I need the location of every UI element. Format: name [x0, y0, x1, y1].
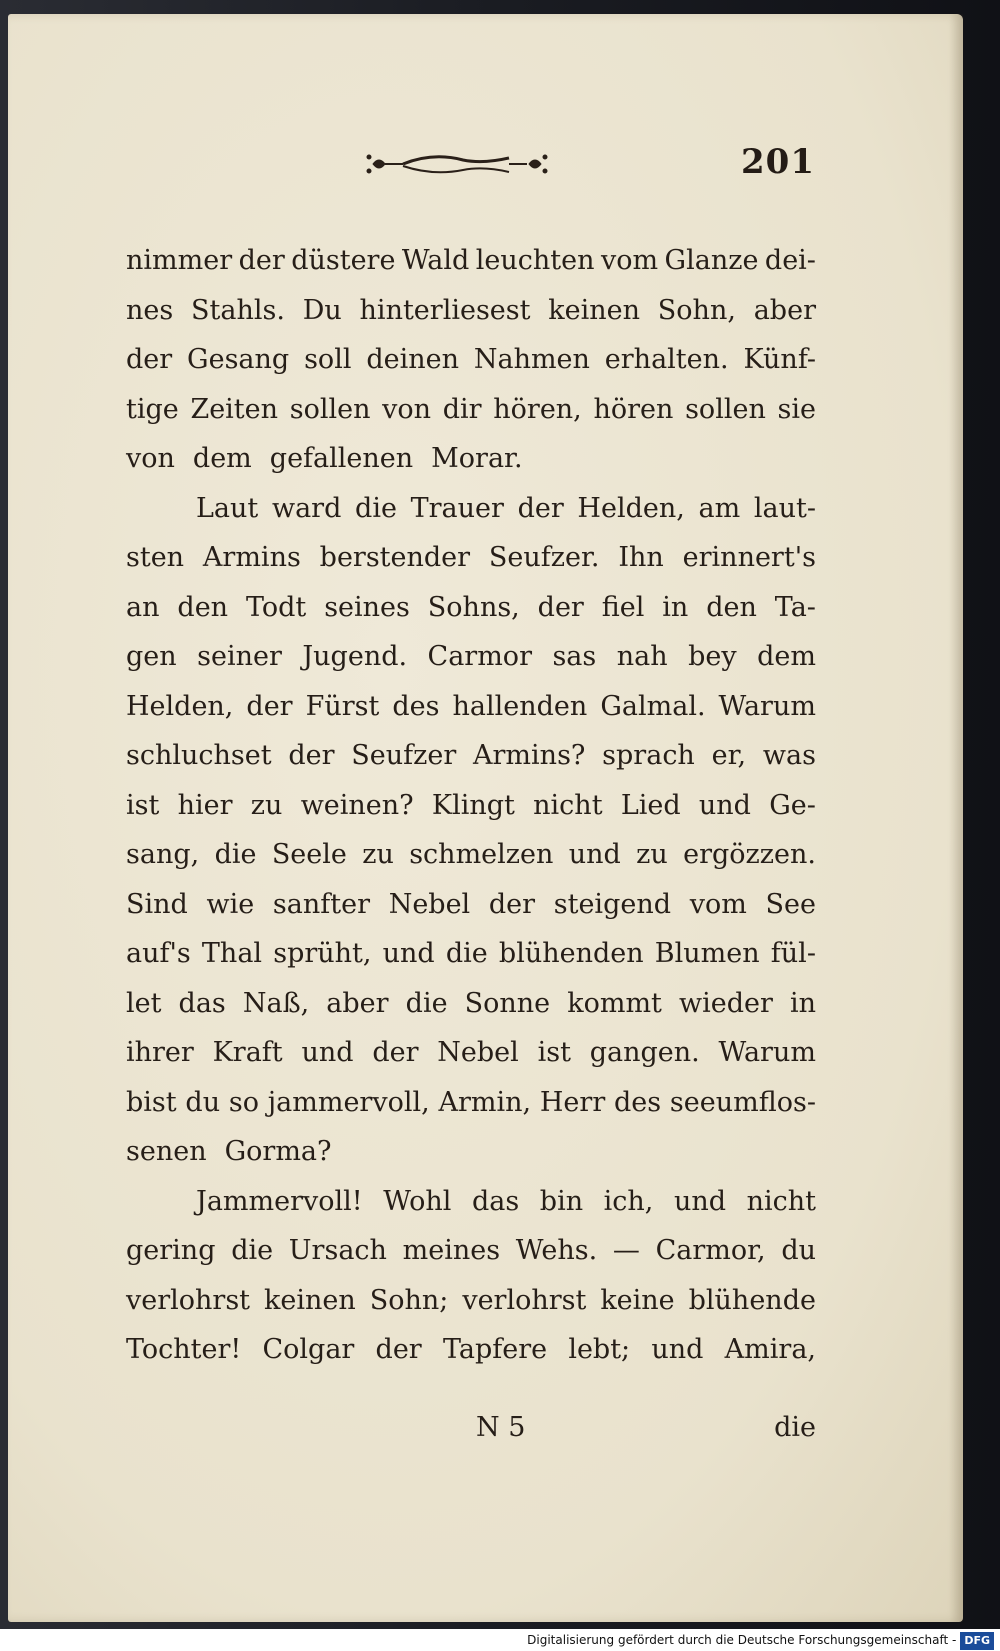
word: der	[488, 888, 536, 920]
word: Kraft	[212, 1037, 283, 1068]
word: Du	[302, 294, 342, 326]
word: und	[651, 1334, 704, 1365]
word: Seele	[271, 839, 347, 870]
body-text	[126, 236, 816, 1375]
catchword: die	[774, 1412, 816, 1443]
word: Helden,	[126, 690, 234, 722]
word: sollen	[685, 393, 766, 425]
word: Jammervoll!	[196, 1185, 363, 1217]
word: keine	[600, 1284, 675, 1316]
word: gefallenen	[269, 443, 414, 474]
word: bin	[539, 1185, 584, 1217]
word: fiel	[601, 591, 645, 623]
word: Colgar	[262, 1334, 355, 1365]
word: kommt	[567, 987, 662, 1019]
word: keinen	[264, 1284, 356, 1316]
word: Nahmen	[473, 344, 590, 375]
word: der	[126, 344, 173, 375]
word: leuchten	[475, 245, 595, 276]
word: Gesang	[187, 344, 290, 375]
word: blühenden	[498, 938, 644, 969]
word: vom	[689, 888, 747, 920]
word: tige	[126, 393, 179, 425]
credit-bar	[0, 1629, 1000, 1651]
word: Ursach	[288, 1235, 387, 1266]
word: ist	[537, 1037, 571, 1068]
text-line	[126, 929, 816, 979]
word: und	[382, 938, 435, 969]
word: Tochter!	[126, 1334, 242, 1365]
word: den	[177, 591, 229, 623]
text-line	[126, 731, 816, 781]
word: fül-	[770, 938, 816, 969]
text-line	[126, 880, 816, 930]
word: und	[673, 1185, 727, 1217]
word: keinen	[548, 294, 641, 326]
word: Sohn;	[369, 1284, 449, 1316]
text-line	[126, 1177, 816, 1227]
word: seiner	[197, 641, 282, 672]
word: vom	[600, 245, 659, 276]
text-line	[126, 335, 816, 385]
word: Wohl	[383, 1185, 452, 1217]
word: nimmer	[126, 245, 233, 276]
word: Carmor	[427, 641, 532, 672]
word: du	[781, 1235, 816, 1266]
page-edge-shadow	[949, 14, 963, 1622]
word: Blumen	[654, 938, 760, 969]
word: Ta-	[774, 591, 816, 623]
word: deinen	[366, 344, 459, 375]
dfg-logo: DFG	[960, 1632, 994, 1650]
word: sang,	[126, 839, 200, 870]
text-line	[126, 682, 816, 732]
word: hier	[177, 789, 233, 821]
word: ist	[126, 789, 160, 821]
book-page	[8, 14, 963, 1622]
word: Armins	[202, 542, 301, 573]
word: an	[126, 591, 160, 623]
word: Nebel	[388, 888, 471, 920]
word: gen	[126, 641, 177, 672]
word: Lied	[620, 789, 681, 821]
word: der	[288, 740, 335, 771]
word: aber	[753, 294, 816, 326]
page-footer	[126, 1412, 816, 1452]
word: erhalten.	[604, 344, 729, 375]
word: die	[405, 987, 448, 1019]
word: Sohns,	[427, 591, 520, 623]
word: sas	[552, 641, 597, 672]
word: Amira,	[724, 1334, 816, 1365]
word: aber	[326, 987, 389, 1019]
word: nah	[616, 641, 668, 672]
word: die	[231, 1235, 274, 1266]
word: schluchset	[126, 740, 272, 771]
word: hallenden	[452, 690, 588, 722]
word: Warum	[718, 690, 816, 722]
word: sie	[777, 393, 816, 425]
text-line	[126, 781, 816, 831]
word: und	[568, 839, 621, 870]
word: und	[698, 789, 751, 821]
word: bey	[688, 641, 737, 672]
word: der	[375, 1334, 422, 1365]
word: des	[392, 690, 440, 722]
word: steigend	[553, 888, 672, 920]
word: den	[706, 591, 757, 623]
word: ich,	[603, 1185, 654, 1217]
word: zu	[362, 839, 394, 870]
word: blühende	[688, 1284, 816, 1316]
word: seines	[324, 591, 410, 623]
word: Tapfere	[442, 1334, 548, 1365]
word: let	[126, 987, 162, 1019]
word: bist	[126, 1086, 177, 1118]
word: dei-	[764, 245, 816, 276]
word: Laut	[196, 492, 259, 524]
word: dir	[442, 393, 482, 425]
text-line	[126, 434, 816, 484]
page-header	[8, 142, 963, 182]
word: das	[178, 987, 226, 1019]
word: Warum	[718, 1037, 816, 1068]
word: Morar.	[431, 443, 523, 474]
text-line	[126, 286, 816, 336]
signature-mark: N 5	[476, 1412, 526, 1443]
word: Herr	[539, 1086, 606, 1118]
word: wie	[206, 888, 255, 920]
word: in	[789, 987, 816, 1019]
word: hinterliesest	[359, 294, 531, 326]
text-line	[126, 1127, 816, 1177]
word: Carmor,	[655, 1235, 766, 1266]
text-line	[126, 632, 816, 682]
word: auf's	[126, 938, 191, 969]
word: am	[698, 492, 741, 524]
text-line	[126, 385, 816, 435]
word: Ihn	[618, 542, 664, 573]
word: gangen.	[589, 1037, 700, 1068]
word: Klingt	[431, 789, 515, 821]
word: die	[445, 938, 488, 969]
text-line	[126, 1276, 816, 1326]
word: Seufzer.	[488, 542, 600, 573]
text-line	[126, 1078, 816, 1128]
word: Nebel	[437, 1037, 519, 1068]
word: Künf-	[743, 344, 816, 375]
word: ward	[271, 492, 342, 524]
word: laut-	[753, 492, 816, 524]
word: in	[662, 591, 689, 623]
word: die	[214, 839, 257, 870]
word: wieder	[678, 987, 773, 1019]
word: Glanze	[664, 245, 759, 276]
word: lebt;	[568, 1334, 631, 1365]
word: senen	[126, 1136, 207, 1167]
word: Sonne	[464, 987, 551, 1019]
word: verlohrst	[462, 1284, 587, 1316]
word: Stahls.	[191, 294, 285, 326]
word: —	[612, 1235, 640, 1266]
word: Sohn,	[657, 294, 736, 326]
word: ergözzen.	[683, 839, 816, 870]
word: der	[238, 245, 285, 276]
word: düstere	[291, 245, 396, 276]
text-line	[126, 1028, 816, 1078]
word: Fürst	[305, 690, 380, 722]
word: Sind	[126, 888, 188, 920]
word: Thal	[201, 938, 263, 969]
word: Armins?	[473, 740, 586, 771]
word: hören,	[493, 393, 582, 425]
text-line	[126, 830, 816, 880]
word: Seufzer	[351, 740, 457, 771]
word: Galmal.	[600, 690, 706, 722]
word: von	[382, 393, 432, 425]
text-line	[126, 979, 816, 1029]
word: Naß,	[242, 987, 310, 1019]
text-line	[126, 533, 816, 583]
word: sanfter	[272, 888, 370, 920]
word: sollen	[289, 393, 371, 425]
text-line	[126, 236, 816, 286]
word: Wald	[401, 245, 470, 276]
word: nes	[126, 294, 174, 326]
word: meines	[402, 1235, 501, 1266]
word: verlohrst	[126, 1284, 251, 1316]
word: erinnert's	[682, 542, 816, 573]
word: soll	[304, 344, 352, 375]
word: von	[126, 443, 175, 474]
ornament-icon	[363, 148, 551, 180]
word: schmelzen	[409, 839, 554, 870]
text-line	[126, 1226, 816, 1276]
word: das	[471, 1185, 520, 1217]
text-line	[126, 1325, 816, 1375]
word: der	[537, 591, 584, 623]
word: die	[355, 492, 397, 524]
word: nicht	[533, 789, 603, 821]
word: du	[185, 1086, 221, 1118]
word: Armin,	[438, 1086, 532, 1118]
word: Ge-	[769, 789, 816, 821]
word: der	[517, 492, 564, 524]
word: ihrer	[126, 1037, 194, 1068]
word: so	[228, 1086, 259, 1118]
word: sprüht,	[273, 938, 372, 969]
word: dem	[192, 443, 252, 474]
word: zu	[636, 839, 668, 870]
word: Gorma?	[224, 1136, 332, 1167]
word: weinen?	[300, 789, 414, 821]
word: er,	[711, 740, 747, 771]
word: hören	[593, 393, 674, 425]
word: Todt	[245, 591, 307, 623]
credit-text: Digitalisierung gefördert durch die Deutsche Forschungsgemeinschaft -	[527, 1633, 957, 1647]
word: Zeiten	[190, 393, 279, 425]
word: seeumflos-	[669, 1086, 816, 1118]
word: Trauer	[410, 492, 504, 524]
word: was	[762, 740, 816, 771]
text-line	[126, 484, 816, 534]
page-number: 201	[741, 142, 815, 182]
word: Jugend.	[302, 641, 408, 672]
word: sprach	[602, 740, 695, 771]
word: nicht	[746, 1185, 816, 1217]
word: Wehs.	[515, 1235, 598, 1266]
word: und	[301, 1037, 354, 1068]
text-line	[126, 583, 816, 633]
word: des	[614, 1086, 662, 1118]
word: dem	[757, 641, 816, 672]
word: sten	[126, 542, 185, 573]
word: See	[765, 888, 816, 920]
word: Helden,	[577, 492, 685, 524]
word: der	[246, 690, 293, 722]
word: berstender	[319, 542, 471, 573]
word: jammervoll,	[267, 1086, 430, 1118]
word: zu	[250, 789, 283, 821]
word: der	[372, 1037, 419, 1068]
word: gering	[126, 1235, 216, 1266]
